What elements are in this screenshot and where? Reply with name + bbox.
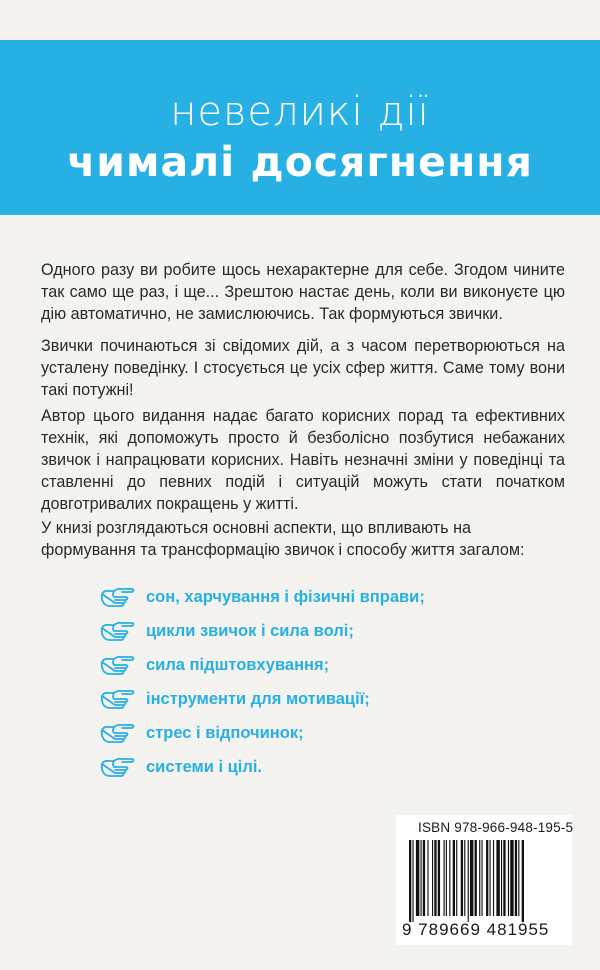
list-item-label: стрес і відпочинок; <box>146 723 304 742</box>
pointing-hand-icon <box>100 755 136 779</box>
paragraph-1: Одного разу ви робите щось нехарактерне для себе. Згодом чините так само ще раз, і ще... Зрештою настає день, коли ви виконуєте цю дію автоматично, не замислюючись. Так формуються звички. <box>41 261 565 323</box>
list-item-label: сон, харчування і фізичні вправи; <box>146 587 425 606</box>
paragraph-4: У книзі розглядаються основні аспекти, що впливають на формування та трансформацію звичок і способу життя загалом: <box>41 519 525 559</box>
list-item <box>100 648 425 682</box>
list-item <box>100 716 425 750</box>
pointing-hand-icon <box>100 653 136 677</box>
paragraph-3: Автор цього видання надає багато корисних порад та ефективних технік, які допоможуть просто й безболісно позбутися небажаних звичок і напрацювати корисних. Навіть незначні зміни у поведінці та ставленні до певних подій і ситуацій можуть стати початком довготривалих покращень у житті. <box>41 407 565 513</box>
list-item <box>100 580 425 614</box>
title-line-2: чималі досягнення <box>67 138 533 186</box>
pointing-hand-icon <box>100 687 136 711</box>
pointing-hand-icon <box>100 721 136 745</box>
isbn-label: ISBN 978-966-948-195-5 <box>418 820 574 835</box>
list-item-label: цикли звичок і сила волі; <box>146 621 354 640</box>
pointing-hand-icon <box>100 585 136 609</box>
title-line-1: невеликі дії <box>170 89 430 135</box>
title-banner <box>0 40 600 215</box>
barcode-digits: 9 789669 481955 <box>402 920 550 939</box>
list-item-label: сила підштовхування; <box>146 655 330 674</box>
list-item <box>100 750 425 784</box>
aspects-list <box>100 580 425 784</box>
barcode-icon <box>407 840 565 922</box>
list-item <box>100 682 425 716</box>
list-item-label: інструменти для мотивації; <box>146 689 370 708</box>
paragraph-2: Звички починаються зі свідомих дій, а з часом перетворюються на усталену поведінку. І стосується це усіх сфер життя. Саме тому вони такі потужні! <box>41 337 565 399</box>
list-item-label: системи і цілі. <box>146 757 263 776</box>
list-item <box>100 614 425 648</box>
pointing-hand-icon <box>100 619 136 643</box>
